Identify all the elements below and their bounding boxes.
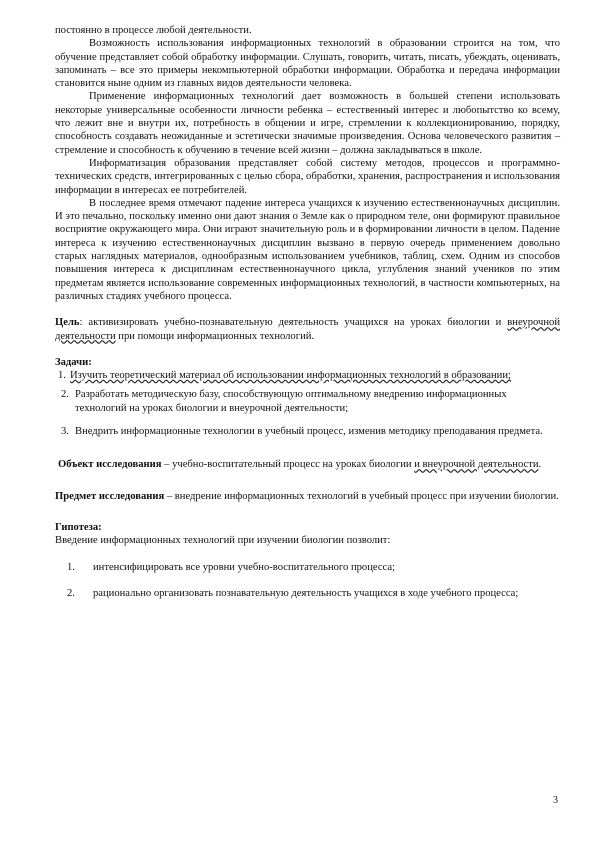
list-item: 1. интенсифицировать все уровни учебно-воспитательного процесса;	[67, 561, 396, 573]
hypothesis-heading: Гипотеза:	[55, 521, 102, 533]
hypothesis-list	[55, 561, 560, 601]
goal-label: Цель	[55, 317, 80, 329]
paragraph-3: Информатизация образования представляет собой систему методов, процессов и программно-технических средств, интегрированных с целью сбора, обработки, хранения, распространения и использования информации в интересах ее потребителей.	[55, 157, 560, 196]
goal-underlined: внеурочной деятельности	[55, 317, 560, 342]
research-object: Объект исследования – учебно-воспитательный процесс на уроках биологии и внеурочной деятельности.	[58, 459, 542, 471]
object-label: Объект исследования	[58, 459, 162, 471]
tasks-heading: Задачи:	[55, 356, 92, 368]
paragraph-0: постоянно в процессе любой деятельности.	[55, 25, 252, 36]
hypothesis-intro: Введение информационных технологий при изучении биологии позволит:	[55, 535, 391, 547]
task-item: 3. Внедрить информационные технологии в учебный процесс, изменив методику преподавания предмета.	[61, 426, 543, 438]
page-number: 3	[553, 795, 558, 806]
document-body	[55, 24, 560, 600]
research-subject: Предмет исследования – внедрение информационных технологий в учебный процесс при изучении биологии.	[55, 490, 559, 502]
subject-label: Предмет исследования	[55, 490, 165, 502]
task-item: 1. Изучить теоретический материал об использовании информационных технологий в образовании;	[58, 370, 511, 382]
paragraph-1: Возможность использования информационных технологий в образовании строится на том, что обучение представляет собой обработку информации. Слушать, говорить, читать, писать, убеждать, оценивать, запоминать – все это примеры некомпьютерной обработки информации. Обработка и передача информации становится ныне одним из главных видов деятельности человека.	[55, 38, 560, 90]
task-item: 2. Разработать методическую базу, способствующую оптимальному внедрению информационных технологий на уроках биологии и внеурочной деятельности;	[61, 389, 507, 414]
paragraph-4: В последнее время отмечают падение интереса учащихся к изучению естественнонаучных дисциплин. И это печально, поскольку именно они дают знания о Земле как о природном теле, они формируют правильное восприятие окружающего мира. Они играют значительную роль и в формировании личности в целом. Падение интереса к изучению естественнонаучных дисциплин вызвано в первую очередь применением довольно старых наглядных материалов, однообразным использованием учебников, таблиц, схем. Одним из способов повышения интереса к дисциплинам естественнонаучного цикла, углубления знаний учеников по этим предметам является использование современных информационных технологий, в частности компьютерных, на различных стадиях учебного процесса.	[55, 197, 560, 302]
list-item: 2. рационально организовать познавательную деятельность учащихся в ходе учебного процесса;	[67, 587, 519, 599]
paragraph-2: Применение информационных технологий дает возможность в большей степени использовать некоторые универсальные особенности личности ребенка – естественный интерес и любопытство ко всему, что лежит вне и внутри их, потребность в общении и игре, стремлении к коллекционированию, порядку, способность создавать неожиданные и эстетически значимые произведения. Основа человеческого развития – стремление и способность к обучению в течение всей жизни – должна закладываться в школе.	[55, 91, 560, 156]
goal: Цель: активизировать учебно-познавательную деятельность учащихся на уроках биологии и внеурочной деятельности при помощи информационных технологий.	[55, 317, 560, 342]
